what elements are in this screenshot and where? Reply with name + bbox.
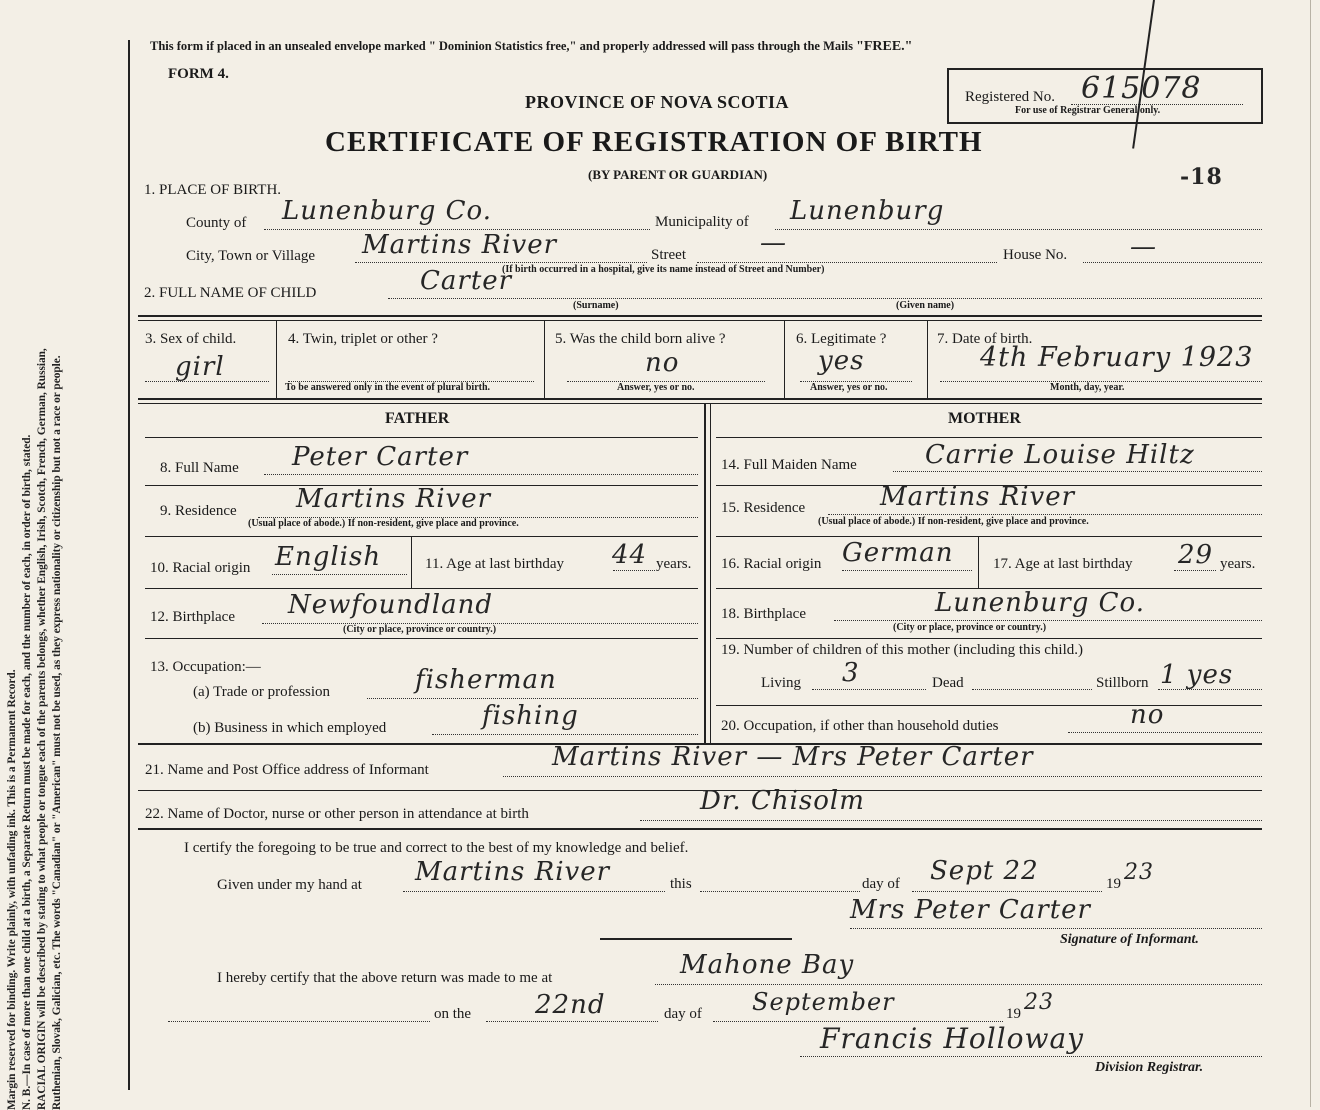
house-label: House No.: [1003, 247, 1068, 263]
day-of-label-2: day of: [664, 1006, 702, 1022]
sex-value: girl: [175, 352, 225, 382]
form-number: FORM 4.: [168, 66, 229, 82]
father-age-value: 44: [612, 540, 648, 570]
mother-birthplace-value: Lunenburg Co.: [935, 588, 1145, 618]
margin-line-4: Ruthenian, Slovak, Galician, etc. The words "Canadian" or "American" must not be used, as they express nationality or citizenship but not a race or people.: [51, 355, 63, 1110]
house-value: —: [1130, 232, 1157, 262]
return-year-suffix: 23: [1024, 990, 1054, 1015]
alive-value: no: [645, 348, 680, 378]
registered-number: 615078: [1081, 71, 1202, 106]
children-count-label: 19. Number of children of this mother (including this child.): [721, 642, 1084, 658]
day-of-label: day of: [862, 876, 900, 892]
city-value: Martins River: [362, 230, 558, 260]
father-name-value: Peter Carter: [292, 442, 469, 472]
return-place: Mahone Bay: [680, 950, 855, 980]
legitimate-value: yes: [818, 346, 865, 376]
father-age-years: years.: [656, 556, 692, 572]
street-label: Street: [651, 247, 686, 263]
given-under-label: Given under my hand at: [217, 877, 362, 893]
father-residence-value: Martins River: [296, 484, 492, 514]
legitimate-label: 6. Legitimate ?: [796, 331, 887, 347]
father-name-label: 8. Full Name: [160, 460, 239, 476]
father-age-label: 11. Age at last birthday: [425, 556, 564, 572]
informant-value: Martins River — Mrs Peter Carter: [552, 742, 1034, 772]
place-of-birth-heading: 1. PLACE OF BIRTH.: [144, 182, 282, 198]
doctor-label: 22. Name of Doctor, nurse or other person in attendance at birth: [145, 806, 529, 822]
mother-residence-note: (Usual place of abode.) If non-resident, give place and province.: [818, 516, 1089, 527]
father-heading: FATHER: [385, 410, 450, 427]
mother-age-label: 17. Age at last birthday: [993, 556, 1133, 572]
mother-race-label: 16. Racial origin: [721, 556, 822, 572]
registrar-note: For use of Registrar General only.: [1015, 105, 1161, 116]
dead-label: Dead: [932, 675, 964, 691]
father-birthplace-note: (City or place, province or country.): [343, 624, 497, 635]
father-race-value: English: [275, 542, 382, 572]
margin-line-2: N. B.—In case of more than one child at a birth, a Separate Return must be made for each, and the number of each, in order of birth, stated.: [21, 434, 33, 1110]
dob-value: 4th February 1923: [980, 342, 1254, 373]
sex-label: 3. Sex of child.: [145, 331, 237, 347]
registration-box: [947, 68, 1263, 124]
business-value: fishing: [482, 701, 579, 731]
mother-birthplace-label: 18. Birthplace: [721, 606, 806, 622]
father-birthplace-value: Newfoundland: [288, 590, 494, 620]
father-residence-note: (Usual place of abode.) If non-resident, give place and province.: [248, 518, 519, 529]
child-name-value: Carter: [420, 266, 513, 296]
dob-label: 7. Date of birth.: [937, 331, 1033, 347]
registrar-label: Division Registrar.: [1095, 1060, 1204, 1075]
margin-line-1: Margin reserved for binding. Write plainly, with unfading ink. This is a Permanent Record.: [6, 669, 18, 1110]
registered-label: Registered No.: [965, 89, 1055, 105]
informant-signature: Mrs Peter Carter: [850, 895, 1091, 925]
county-value: Lunenburg Co.: [282, 196, 492, 226]
given-date: Sept 22: [930, 856, 1039, 886]
return-month: September: [752, 988, 895, 1016]
street-value: —: [760, 228, 787, 258]
page-edge: [1310, 0, 1311, 1107]
mother-race-value: German: [842, 538, 954, 568]
stillborn-value: 1 yes: [1160, 660, 1234, 690]
city-label: City, Town or Village: [186, 248, 316, 264]
mother-occupation-label: 20. Occupation, if other than household duties: [721, 718, 999, 734]
mother-age-value: 29: [1178, 540, 1214, 570]
twin-label: 4. Twin, triplet or other ?: [288, 331, 438, 347]
business-label: (b) Business in which employed: [193, 720, 387, 736]
father-residence-label: 9. Residence: [160, 503, 237, 519]
trade-value: fisherman: [415, 665, 557, 695]
mother-name-value: Carrie Louise Hiltz: [925, 440, 1195, 470]
father-birthplace-label: 12. Birthplace: [150, 609, 235, 625]
hospital-note: (If birth occurred in a hospital, give its name instead of Street and Number): [502, 264, 825, 275]
given-name-note: (Given name): [896, 300, 955, 311]
margin-line-3: RACIAL ORIGIN will be described by stating to what people or tongue each of the parents belongs, whether English, Irish, Scotch, French, German, Russian,: [36, 348, 48, 1110]
on-the-label: on the: [434, 1006, 472, 1022]
doctor-value: Dr. Chisolm: [700, 786, 865, 816]
mother-name-label: 14. Full Maiden Name: [721, 457, 857, 473]
trade-label: (a) Trade or profession: [193, 684, 331, 700]
municipality-label: Municipality of: [655, 214, 749, 230]
occupation-label: 13. Occupation:—: [150, 659, 261, 675]
signature-label: Signature of Informant.: [1060, 932, 1199, 947]
given-place: Martins River: [415, 857, 611, 887]
mother-residence-value: Martins River: [880, 482, 1076, 512]
child-name-label: 2. FULL NAME OF CHILD: [144, 285, 317, 301]
return-day: 22nd: [535, 990, 606, 1020]
given-year-suffix: 23: [1124, 860, 1154, 885]
father-race-label: 10. Racial origin: [150, 560, 251, 576]
return-statement: I hereby certify that the above return was made to me at: [217, 970, 553, 986]
postal-note: This form if placed in an unsealed envelope marked " Dominion Statistics free," and properly addressed will pass through the Mails "FREE.": [150, 39, 913, 54]
county-label: County of: [186, 215, 247, 231]
registrar-signature: Francis Holloway: [820, 1022, 1084, 1055]
mother-residence-label: 15. Residence: [721, 500, 806, 516]
municipality-value: Lunenburg: [790, 196, 945, 226]
return-year-prefix: 19: [1006, 1006, 1021, 1022]
legitimate-note: Answer, yes or no.: [810, 382, 888, 393]
living-value: 3: [842, 658, 860, 688]
twin-note: To be answered only in the event of plural birth.: [285, 382, 491, 393]
certify-statement: I certify the foregoing to be true and correct to the best of my knowledge and belief.: [184, 840, 689, 856]
mother-occupation-value: no: [1130, 700, 1165, 730]
margin-rule: [128, 40, 130, 1090]
margin-instructions: [5, 70, 95, 1110]
page-subtitle: (BY PARENT OR GUARDIAN): [588, 167, 768, 182]
mother-age-years: years.: [1220, 556, 1256, 572]
living-label: Living: [761, 675, 801, 691]
given-year-prefix: 19: [1106, 876, 1121, 892]
mother-birthplace-note: (City or place, province or country.): [893, 622, 1047, 633]
province-heading: PROVINCE OF NOVA SCOTIA: [525, 92, 790, 112]
alive-label: 5. Was the child born alive ?: [555, 331, 726, 347]
corner-mark: -18: [1180, 164, 1223, 190]
alive-note: Answer, yes or no.: [617, 382, 695, 393]
informant-label: 21. Name and Post Office address of Informant: [145, 762, 429, 778]
surname-note: (Surname): [573, 300, 619, 311]
this-label: this: [670, 876, 692, 892]
page-title: CERTIFICATE OF REGISTRATION OF BIRTH: [325, 126, 983, 158]
dob-note: Month, day, year.: [1050, 382, 1125, 393]
mother-heading: MOTHER: [948, 410, 1021, 427]
stillborn-label: Stillborn: [1096, 675, 1149, 691]
